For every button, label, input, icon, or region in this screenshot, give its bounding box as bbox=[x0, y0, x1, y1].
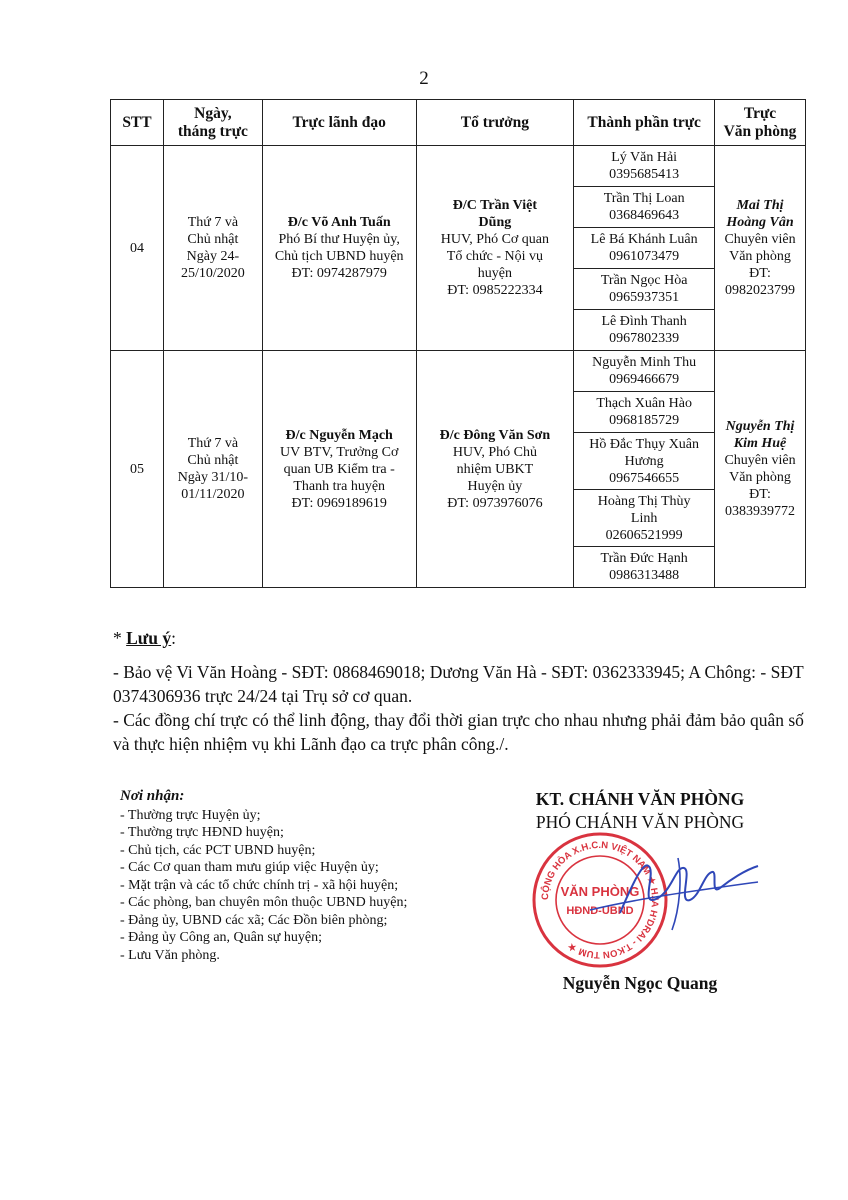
header-members: Thành phần trực bbox=[574, 100, 715, 146]
recipient-item: - Thường trực HĐND huyện; bbox=[120, 825, 284, 840]
handwritten-signature-icon bbox=[580, 838, 760, 938]
member-cell: Trần Đức Hạnh 0986313488 bbox=[574, 547, 715, 588]
recipient-item: - Đảng ủy Công an, Quân sự huyện; bbox=[120, 930, 323, 945]
header-stt: STT bbox=[111, 100, 164, 146]
page-number: 2 bbox=[419, 68, 429, 89]
member-cell: Trần Ngọc Hòa 0965937351 bbox=[574, 269, 715, 310]
notes-section bbox=[113, 626, 813, 756]
signer-title: KT. CHÁNH VĂN PHÒNG bbox=[535, 789, 745, 809]
member-cell: Thạch Xuân Hào 0968185729 bbox=[574, 392, 715, 433]
recipients-block bbox=[120, 788, 500, 964]
table-row bbox=[111, 146, 806, 187]
table-row bbox=[111, 351, 806, 392]
row-team-head: Đ/c Đông Văn Sơn HUV, Phó Chủ nhiệm UBKT Huyện ủy ĐT: 0973976076 bbox=[416, 351, 574, 588]
seal-center-line1: VĂN PHÒNG bbox=[560, 884, 640, 899]
header-office: Trực Văn phòng bbox=[715, 100, 806, 146]
row-date: Thứ 7 và Chủ nhật Ngày 31/10- 01/11/2020 bbox=[163, 351, 262, 588]
recipient-item: - Đảng ủy, UBND các xã; Các Đồn biên phòng; bbox=[120, 912, 388, 928]
member-cell: Hoàng Thị Thùy Linh 02606521999 bbox=[574, 490, 715, 547]
recipient-item: - Chủ tịch, các PCT UBND huyện; bbox=[120, 842, 316, 858]
recipient-item: - Các phòng, ban chuyên môn thuộc UBND huyện; bbox=[120, 895, 408, 910]
header-leader: Trực lãnh đạo bbox=[262, 100, 416, 146]
row-office: Nguyễn Thị Kim Huệ Chuyên viên Văn phòng ĐT: 0383939772 bbox=[715, 351, 806, 588]
recipient-item: - Thường trực Huyện ủy; bbox=[120, 807, 261, 823]
row-leader: Đ/c Võ Anh Tuấn Phó Bí thư Huyện ủy, Chủ tịch UBND huyện ĐT: 0974287979 bbox=[262, 146, 416, 351]
recipient-item: - Các Cơ quan tham mưu giúp việc Huyện ủy; bbox=[120, 860, 379, 875]
note-line: - Bảo vệ Vi Văn Hoàng - SĐT: 0868469018; Dương Văn Hà - SĐT: 0362333945; A Chông: - SĐT 0374306936 trực 24/24 tại Trụ sở cơ quan. bbox=[113, 662, 804, 706]
member-cell: Trần Thị Loan 0368469643 bbox=[574, 187, 715, 228]
table-header-row bbox=[111, 100, 806, 146]
row-office: Mai Thị Hoàng Vân Chuyên viên Văn phòng ĐT: 0982023799 bbox=[715, 146, 806, 351]
header-team-head: Tổ trưởng bbox=[416, 100, 574, 146]
signer-name: Nguyễn Ngọc Quang bbox=[562, 973, 718, 993]
member-cell: Hồ Đắc Thụy Xuân Hương 0967546655 bbox=[574, 433, 715, 490]
member-cell: Nguyễn Minh Thu 0969466679 bbox=[574, 351, 715, 392]
notes-title: * Lưu ý: bbox=[113, 628, 177, 648]
row-stt: 05 bbox=[111, 351, 164, 588]
member-cell: Lý Văn Hải 0395685413 bbox=[574, 146, 715, 187]
recipients-heading: Nơi nhận: bbox=[120, 788, 185, 804]
recipient-item: - Lưu Văn phòng. bbox=[120, 947, 220, 963]
signer-role: PHÓ CHÁNH VĂN PHÒNG bbox=[535, 812, 745, 832]
row-team-head: Đ/C Trần Việt Dũng HUV, Phó Cơ quan Tổ chức - Nội vụ huyện ĐT: 0985222334 bbox=[416, 146, 574, 351]
recipients-list bbox=[120, 807, 500, 965]
row-date: Thứ 7 và Chủ nhật Ngày 24- 25/10/2020 bbox=[163, 146, 262, 351]
row-stt: 04 bbox=[111, 146, 164, 351]
header-date: Ngày, tháng trực bbox=[163, 100, 262, 146]
seal-ring-text: CỘNG HÒA X.H.C.N VIỆT NAM ★ H.IA H'DRAI - T.KON TUM ★ bbox=[539, 839, 661, 961]
member-cell: Lê Bá Khánh Luân 0961073479 bbox=[574, 228, 715, 269]
note-line: - Các đồng chí trực có thể linh động, thay đổi thời gian trực cho nhau nhưng phải đảm bảo quân số và thực hiện nhiệm vụ khi Lãnh đạo ca trực phân công./. bbox=[113, 710, 804, 754]
member-cell: Lê Đình Thanh 0967802339 bbox=[574, 310, 715, 351]
seal-center-line2: HĐND-UBND bbox=[566, 905, 634, 917]
recipient-item: - Mặt trận và các tổ chức chính trị - xã hội huyện; bbox=[120, 877, 399, 893]
duty-schedule-table bbox=[110, 99, 806, 588]
row-leader: Đ/c Nguyễn Mạch UV BTV, Trưởng Cơ quan UB Kiểm tra - Thanh tra huyện ĐT: 0969189619 bbox=[262, 351, 416, 588]
